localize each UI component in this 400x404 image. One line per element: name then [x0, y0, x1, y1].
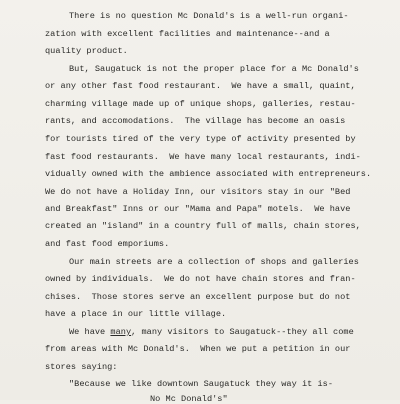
text-line: quality product.	[45, 46, 128, 56]
text-line: and Breakfast" Inns or our "Mama and Papa" motels. We have	[45, 204, 351, 214]
text-line: chises. Those stores serve an excellent purpose but do not	[45, 292, 351, 302]
quote-line: No Mc Donald's"	[150, 394, 228, 404]
text-fragment: We have	[69, 327, 111, 337]
text-line: or any other fast food restaurant. We have a small, quaint,	[45, 81, 356, 91]
text-line: But, Saugatuck is not the proper place for a Mc Donald's	[69, 64, 359, 74]
text-fragment: , many visitors to Saugatuck--they all come	[131, 327, 354, 337]
quote-line: "Because we like downtown Saugatuck they way it is-	[69, 379, 334, 389]
text-line: stores saying:	[45, 362, 118, 372]
text-line: rants, and accomodations. The village has become an oasis	[45, 116, 346, 126]
text-line: charming village made up of unique shops, galleries, restau-	[45, 99, 356, 109]
text-line: from areas with Mc Donald's. When we put a petition in our	[45, 344, 351, 354]
text-line: owned by individuals. We do not have chain stores and fran-	[45, 274, 356, 284]
text-line: We do not have a Holiday Inn, our visitors stay in our "Bed	[45, 187, 351, 197]
text-line	[69, 327, 354, 337]
text-line: fast food restaurants. We have many local restaurants, indi-	[45, 152, 361, 162]
text-line: vidually owned with the ambience associated with entrepreneurs.	[45, 169, 372, 179]
text-line: zation with excellent facilities and maintenance--and a	[45, 29, 330, 39]
text-line: have a place in our little village.	[45, 309, 227, 319]
text-line: Our main streets are a collection of shops and galleries	[69, 257, 359, 267]
text-line: and fast food emporiums.	[45, 239, 170, 249]
text-line: for tourists tired of the very type of activity presented by	[45, 134, 356, 144]
underlined-word: many	[110, 327, 132, 337]
text-line: There is no question Mc Donald's is a well-run organi-	[69, 11, 349, 21]
text-line: created an "island" in a country full of malls, chain stores,	[45, 221, 361, 231]
